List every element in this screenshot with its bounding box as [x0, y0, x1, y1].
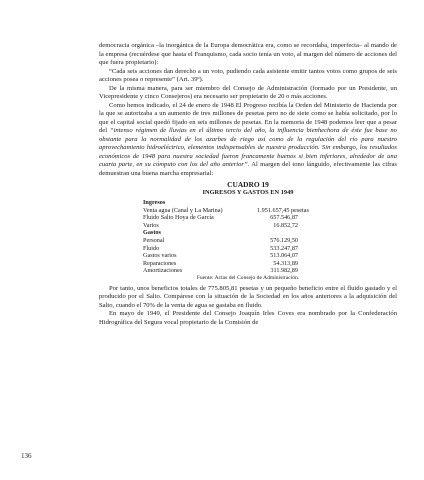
row-label: Fluido Salto Hoya de García — [143, 214, 214, 222]
row-label: Varios — [143, 221, 159, 229]
paragraph-2: De la misma manera, para ser miembro del Consejo de Administración (formado por un Presidente, un Vicepresidente y cinco Consejeros) era necesario ser propietario de 20 o más acciones. — [99, 84, 397, 100]
paragraph-5: En mayo de 1949, el Presidente del Consejo Joaquín Irles Coves era nombrado por la Confederación Hidrográfica del Segura vocal propietario de la Comisión de — [99, 310, 397, 326]
row-label: Personal — [143, 236, 165, 244]
paragraph-3-intro: Como hemos indicado, el 24 de enero de 1948 El Progreso recibía la Orden del Ministerio de Hacienda por la que se autorizaba a un aumento de tres millones de pesetas pero no de siete como se había solicitado, por lo que el capital social quedó fijado en seis millones de pesetas. En la memoria de 1948 podemos leer que a pesar del — [99, 101, 397, 134]
table-row — [143, 245, 353, 253]
paragraph-4: Por tanto, unos beneficios totales de 775.805,81 pesetas y un pequeño beneficio entre el fluido gastado y el producido por el Salto. Compárese con la situación de la Sociedad en los años anteriores a la adquisición del Salto, cuando el 70% de la venta de agua se gastaba en fluido. — [99, 284, 397, 309]
section-label: Gastos — [143, 229, 161, 237]
table-row — [143, 214, 353, 222]
paragraph-3-outro: . Al margen del tono lánguido, efectivamente las cifras demuestran una buena marcha empresarial: — [99, 161, 397, 177]
table-row — [143, 260, 353, 268]
page-number: 136 — [21, 452, 32, 460]
row-amount — [257, 245, 353, 253]
table-source-note: Fuente: Actas del Consejo de Administración. — [196, 274, 300, 281]
financial-table — [143, 199, 353, 275]
row-amount — [257, 252, 353, 260]
row-label: Fluido — [143, 244, 160, 252]
memoria-quote: “intenso régimen de lluvias en el último tercio del año, la influencia bienhechora de éste fue base no obstante para la normalidad de los azarbes de riego así como de la regulación del río para nuestro aprovechamiento hidroeléctrico, elementos indispensables de nuestra producción. Sin embargo, los resultados económicos de 1948 para nuestra sociedad fueron francamente buenos si bien inferiores, alrededor de una cuarta parte, en su cómputo con los del año anterior” — [99, 127, 397, 168]
row-label: Reparaciones — [143, 259, 177, 267]
amount-value: 533.247,87 — [270, 244, 298, 252]
amount-value: 576.129,50 — [270, 236, 298, 244]
row-amount — [257, 222, 353, 230]
amount-value: 54.313,89 — [273, 259, 298, 267]
table-cuadro-19 — [99, 181, 397, 282]
table-row — [143, 207, 353, 215]
row-amount — [257, 260, 353, 268]
row-amount: 1.951.657,45 pesetas — [257, 206, 309, 214]
section-heading-ingresos — [143, 199, 353, 207]
row-amount — [257, 237, 353, 245]
row-label: Amortizaciones — [143, 267, 183, 275]
table-row — [143, 267, 353, 275]
row-label: Venta agua (Canal y La Marina) — [143, 206, 223, 214]
row-amount — [257, 267, 353, 275]
row-label: Gastos varios — [143, 252, 177, 260]
quote-statute: “Cada seis acciones dan derecho a un voto, pudiendo cada asistente emitir tantos votos como grupos de seis acciones posea o represente” (Art. 39º). — [99, 67, 397, 83]
table-subtitle: INGRESOS Y GASTOS EN 1949 — [202, 189, 294, 196]
amount-value: 16.852,72 — [273, 221, 298, 229]
amount-value: 657.546,87 — [270, 214, 298, 222]
table-row — [143, 252, 353, 260]
table-row — [143, 237, 353, 245]
section-heading-gastos — [143, 229, 353, 237]
amount-value: 311.982,89 — [270, 267, 298, 275]
table-row — [143, 222, 353, 230]
paragraph-3 — [99, 102, 397, 179]
amount-value: 513.064,07 — [270, 252, 298, 260]
body-text — [99, 42, 397, 327]
row-amount — [257, 214, 353, 222]
table-title: CUADRO 19 — [227, 180, 269, 189]
section-label: Ingresos — [143, 199, 166, 206]
paragraph-1: democracia orgánica –la inorgánica de la Europa democrática era, como se recordaba, imperfecta– al mando de la empresa (recuérdese que hasta el Franquismo, cada socio tenía un voto, al margen del número de acciones del que fuera propietario): — [99, 42, 397, 66]
